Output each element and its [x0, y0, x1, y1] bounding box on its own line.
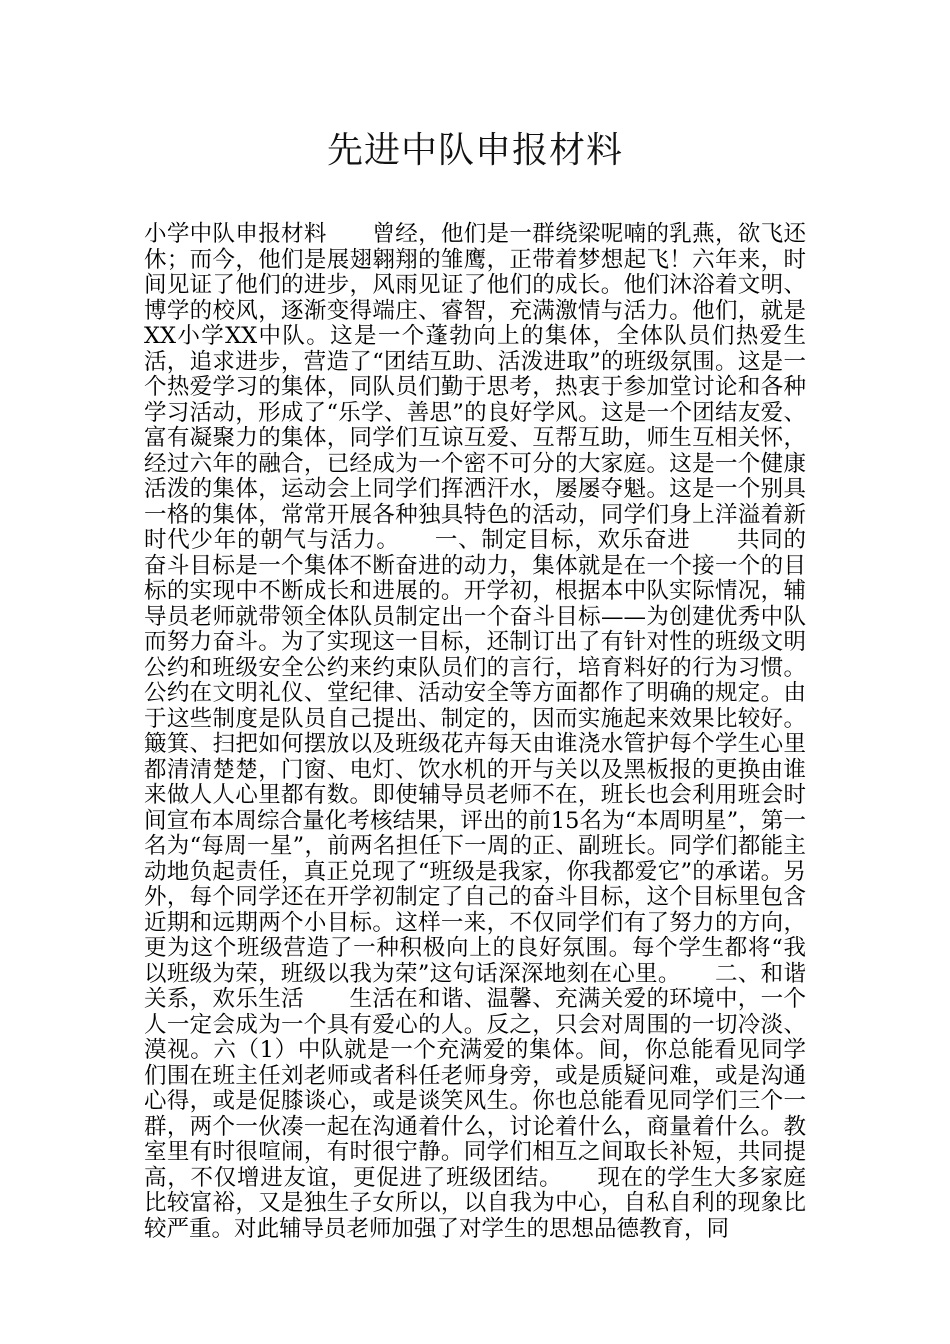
- document-title: 先进中队申报材料: [326, 130, 623, 171]
- document-body: 小学中队申报材料 曾经，他们是一群绕梁呢喃的乳燕，欲飞还休；而今，他们是展翅翱翔的雏鹰，正带着梦想起飞！六年来，时间见证了他们的进步，风雨见证了他们的成长。他们沐浴着文明、博学的校风，逐渐变得端庄、睿智，充满激情与活力。他们，就是XX小学XX中队。这是一个蓬勃向上的集体，全体队员们热爱生活，追求进步，营造了“团结互助、活泼进取”的班级氛围。这是一个热爱学习的集体，同队员们勤于思考，热衷于参加堂讨论和各种学习活动，形成了“乐学、善思”的良好学风。这是一个团结友爱、富有凝聚力的集体，同学们互谅互爱、互帮互助，师生互相关怀，经过六年的融合，已经成为一个密不可分的大家庭。这是一个健康活泼的集体，运动会上同学们挥洒汗水，屡屡夺魁。这是一个别具一格的集体，常常开展各种独具特色的活动，同学们身上洋溢着新时代少年的朝气与活力。 一、制定目标，欢乐奋进 共同的奋斗目标是一个集体不断奋进的动力，集体就是在一个接一个的目标的实现中不断成长和进展的。开学初，根据本中队实际情况，辅导员老师就带领全体队员制定出一个奋斗目标——为创建优秀中队而努力奋斗。为了实现这一目标，还制订出了有针对性的班级文明公约和班级安全公约来约束队员们的言行，培育料好的行为习惯。公约在文明礼仪、堂纪律、活动安全等方面都作了明确的规定。由于这些制度是队员自己提出、制定的，因而实施起来效果比较好。簸箕、扫把如何摆放以及班级花卉每天由谁浇水管护每个学生心里都清清楚楚，门窗、电灯、饮水机的开与关以及黑板报的更换由谁来做人人心里都有数。即使辅导员老师不在，班长也会利用班会时间宣布本周综合量化考核结果，评出的前15名为“本周明星”，第一名为“每周一星”，前两名担任下一周的正、副班长。同学们都能主动地负起责任，真正兑现了“班级是我家，你我都爱它”的承诺。另外，每个同学还在开学初制定了自己的奋斗目标，这个目标里包含近期和远期两个小目标。这样一来，不仅同学们有了努力的方向，更为这个班级营造了一种积极向上的良好氛围。每个学生都将“我以班级为荣，班级以我为荣”这句话深深地刻在心里。 二、和谐关系，欢乐生活 生活在和谐、温馨、充满关爱的环境中，一个人一定会成为一个具有爱心的人。反之，只会对周围的一切冷淡、漠视。六（1）中队就是一个充满爱的集体。间，你总能看见同学们围在班主任刘老师或者科任老师身旁，或是质疑问难，或是沟通心得，或是促膝谈心，或是谈笑风生。你也总能看见同学们三个一群，两个一伙凑一起在沟通着什么，讨论着什么，商量着什么。教室里有时很喧闹，有时很宁静。同学们相互之间取长补短，共同提高，不仅增进友谊，更促进了班级团结。 现在的学生大多家庭比较富裕，又是独生子女所以，以自我为中心，自私自利的现象比较严重。对此辅导员老师加强了对学生的思想品德教育，同: [144, 221, 806, 1242]
